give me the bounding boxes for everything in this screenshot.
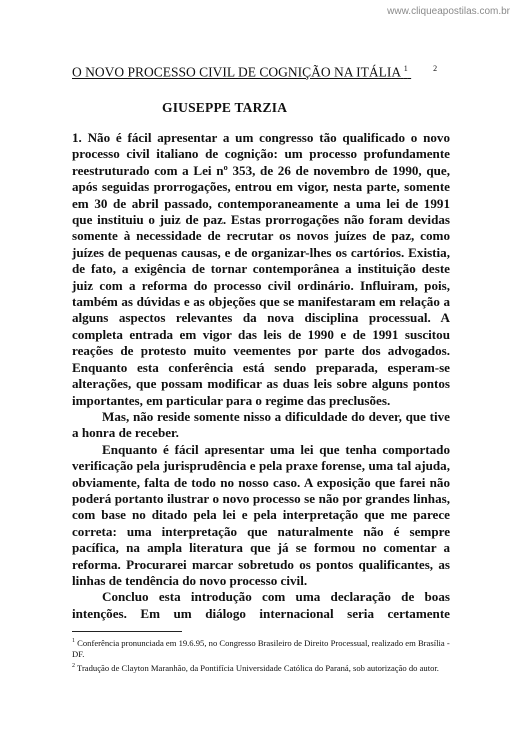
footnote-2-mark: 2 bbox=[72, 662, 75, 669]
document-title bbox=[72, 64, 472, 81]
title-text: O NOVO PROCESSO CIVIL DE COGNIÇÃO NA ITÁLIA bbox=[72, 64, 401, 80]
footnote-ref-1[interactable]: 1 bbox=[403, 64, 408, 73]
footnote-divider bbox=[72, 631, 182, 632]
paragraph-2: Mas, não reside somente nisso a dificuldade do dever, que tive a honra de receber. bbox=[72, 408, 450, 441]
author-name: GIUSEPPE TARZIA bbox=[162, 100, 288, 115]
footnote-ref-2[interactable]: 2 bbox=[433, 64, 438, 73]
paragraph-3: Enquanto é fácil apresentar uma lei que tenha comportado verificação pela jurisprudência e pela praxe forense, uma tal ajuda, obviamente, falta de todo no nosso caso. A exposição que farei não poderá portanto ilustrar o novo processo se não por grandes linhas, com base no ditado pela lei e pela interpretação que me parece correta: uma interpretação que naturalmente não é sempre pacífica, na ampla literatura que já se formou no comentar a reforma. Procurarei marcar sobretudo os pontos qualificantes, as linhas de tendência do novo processo civil. bbox=[72, 441, 450, 588]
paragraph-4: Concluo esta introdução com uma declaração de boas intenções. Em um diálogo internacional seria certamente bbox=[72, 589, 450, 621]
footnote-1-mark: 1 bbox=[72, 638, 75, 644]
site-watermark: www.cliqueapostilas.com.br bbox=[387, 6, 510, 17]
footnotes bbox=[72, 636, 450, 675]
paragraph-1: 1. Não é fácil apresentar a um congresso tão qualificado o novo processo civil italiano de cognição: um processo profundamente reestruturado com a Lei nº 353, de 26 de novembro de 1990, que, após seguidas prorrogações, entrou em vigor, nesta parte, somente em 30 de abril passado, contemporaneamente a uma lei de 1991 que instituiu o juiz de paz. Estas prorrogações não foram devidas somente à necessidade de recrutar os novos juízes de paz, como juízes de pequenas causas, e de organizar-lhes os cartórios. Existia, de fato, a exigência de tornar contemporânea a instituição deste juiz com a reforma do processo civil ordinário. Influiram, pois, também as dúvidas e as objeções que se manifestaram em relação a alguns aspectos relevantes da nova disciplina processual. A completa entrada em vigor das leis de 1990 e de 1991 suscitou reações de protesto muito veementes por parte dos advogados. Enquanto esta conferência está sendo preparada, esperam-se alterações, que possam modificar as duas leis sobre alguns pontos importantes, em particular para o regime das preclusões. bbox=[72, 130, 450, 408]
footnote-2-text: Tradução de Clayton Maranhão, da Pontifícia Universidade Católica do Paraná, sob autorização do autor. bbox=[77, 662, 439, 673]
footnote-1 bbox=[72, 636, 450, 660]
footnote-1-text: Conferência pronunciada em 19.6.95, no Congresso Brasileiro de Direito Processual, realizado em Brasília - DF. bbox=[72, 637, 450, 659]
footnote-2 bbox=[72, 661, 450, 674]
body-text bbox=[72, 130, 450, 622]
